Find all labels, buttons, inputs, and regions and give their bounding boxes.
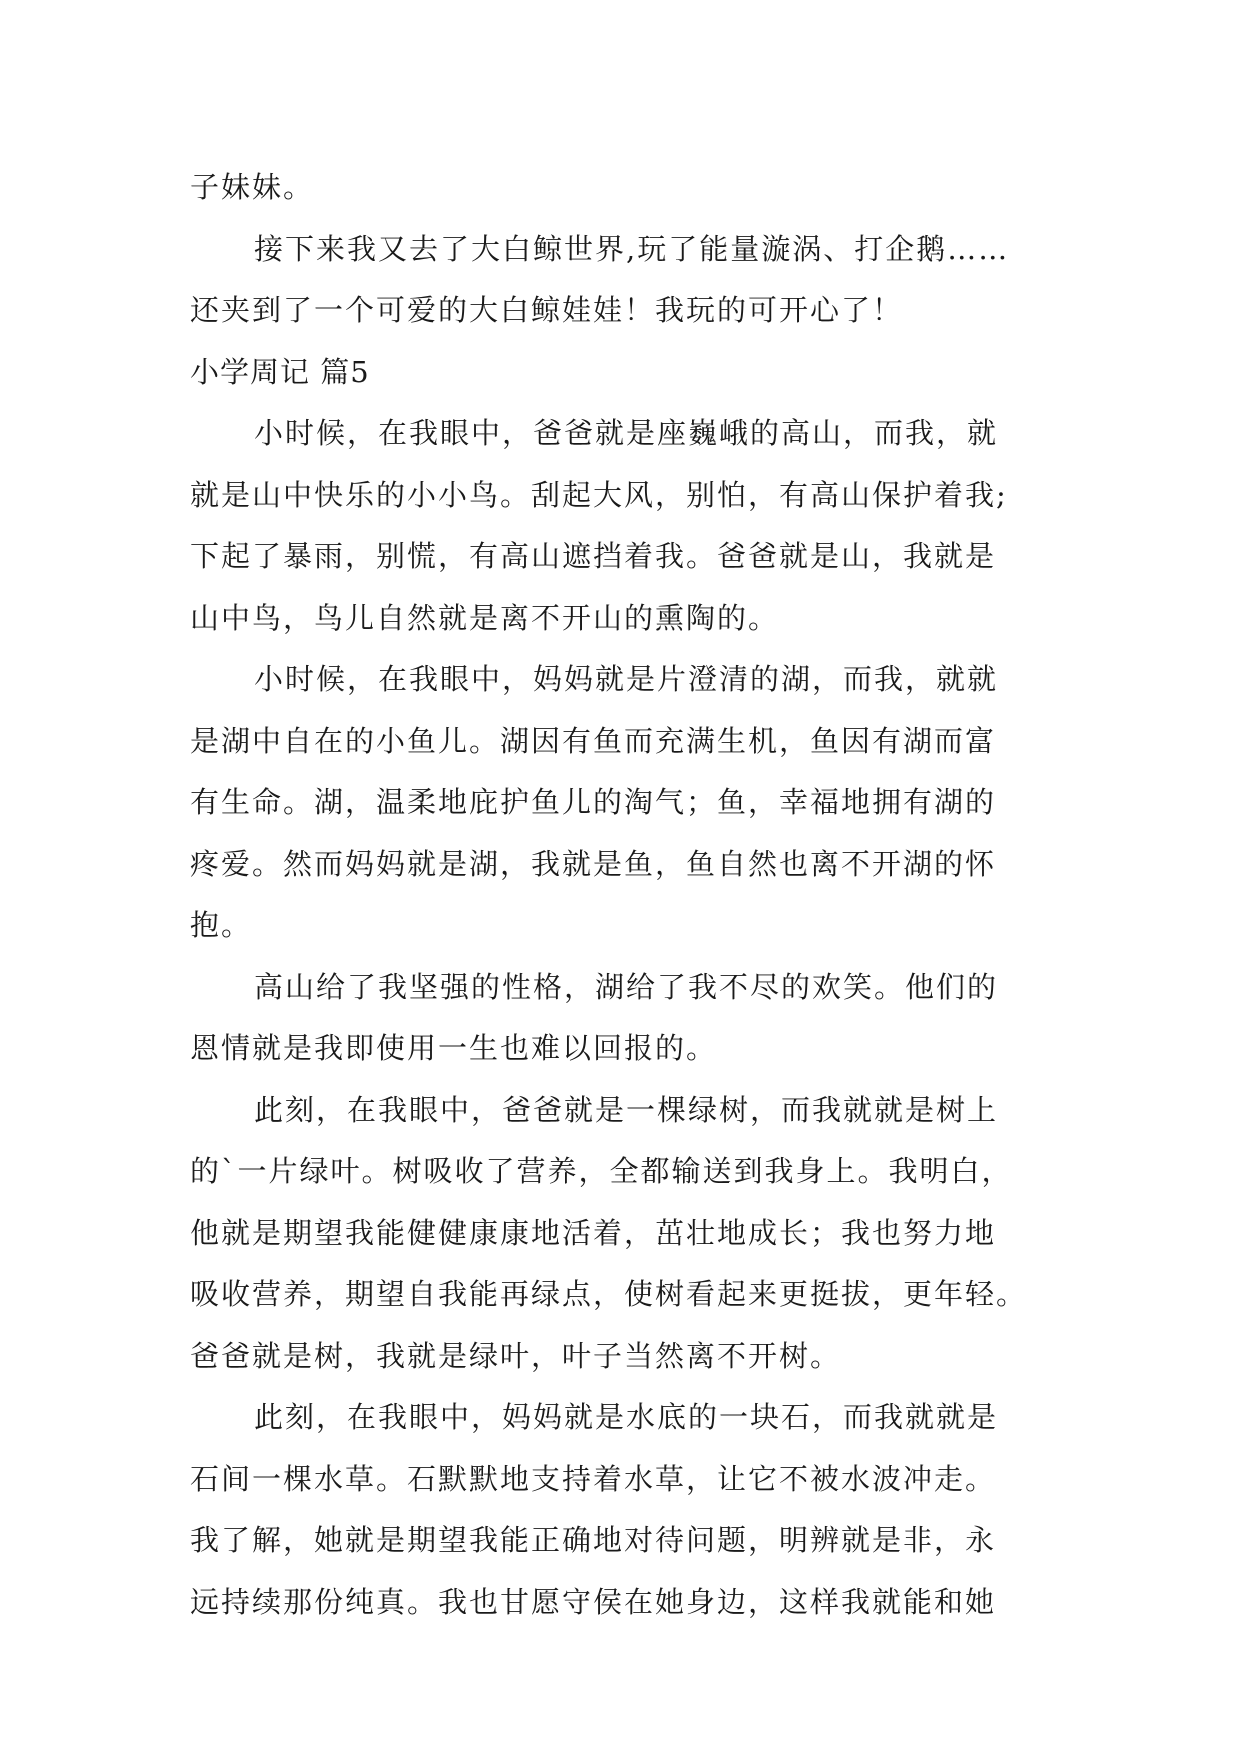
- text-line: 的`一片绿叶。树吸收了营养，全都输送到我身上。我明白，: [190, 1154, 1013, 1188]
- text-line: 就是山中快乐的小小鸟。刮起大风，别怕，有高山保护着我;: [190, 477, 1008, 512]
- text-line: 有生命。湖，温柔地庇护鱼儿的淘气；鱼，幸福地拥有湖的: [190, 785, 997, 819]
- text-line: 石间一棵水草。石默默地支持着水草，让它不被水波冲走。: [190, 1461, 997, 1496]
- text-line: 下起了暴雨，别慌，有高山遮挡着我。爸爸就是山，我就是: [190, 539, 997, 573]
- paragraph-start: 接下来我又去了大白鲸世界,玩了能量漩涡、打企鹅……: [254, 231, 1010, 266]
- text-line: 子妹妹。: [190, 170, 315, 204]
- text-line: 爸爸就是树，我就是绿叶，叶子当然离不开树。: [190, 1338, 842, 1373]
- section-heading: 小学周记 篇5: [190, 354, 370, 389]
- text-line: 远持续那份纯真。我也甘愿守侯在她身边，这样我就能和她: [190, 1584, 997, 1619]
- paragraph-start: 高山给了我坚强的性格，湖给了我不尽的欢笑。他们的: [254, 969, 999, 1004]
- paragraph-start: 此刻，在我眼中，爸爸就是一棵绿树，而我就就是树上: [254, 1092, 999, 1127]
- text-line: 还夹到了一个可爱的大白鲸娃娃！我玩的可开心了！: [190, 293, 904, 327]
- text-line: 我了解，她就是期望我能正确地对待问题，明辨就是非，永: [190, 1523, 997, 1557]
- paragraph-start: 小时候，在我眼中，妈妈就是片澄清的湖，而我，就就: [254, 662, 999, 696]
- paragraph-start: 此刻，在我眼中，妈妈就是水底的一块石，而我就就是: [254, 1400, 999, 1434]
- text-line: 他就是期望我能健健康康地活着，茁壮地成长；我也努力地: [190, 1215, 997, 1250]
- text-line: 抱。: [190, 908, 253, 942]
- text-line: 疼爱。然而妈妈就是湖，我就是鱼，鱼自然也离不开湖的怀: [190, 846, 997, 881]
- paragraph-start: 小时候，在我眼中，爸爸就是座巍峨的高山，而我，就: [254, 416, 999, 450]
- text-line: 山中鸟，鸟儿自然就是离不开山的熏陶的。: [190, 600, 780, 635]
- text-line: 是湖中自在的小鱼儿。湖因有鱼而充满生机，鱼因有湖而富: [190, 723, 997, 758]
- document-body: [190, 157, 1070, 1633]
- text-line: 恩情就是我即使用一生也难以回报的。: [190, 1031, 718, 1065]
- text-line: 吸收营养，期望自我能再绿点，使树看起来更挺拔，更年轻。: [190, 1277, 1028, 1311]
